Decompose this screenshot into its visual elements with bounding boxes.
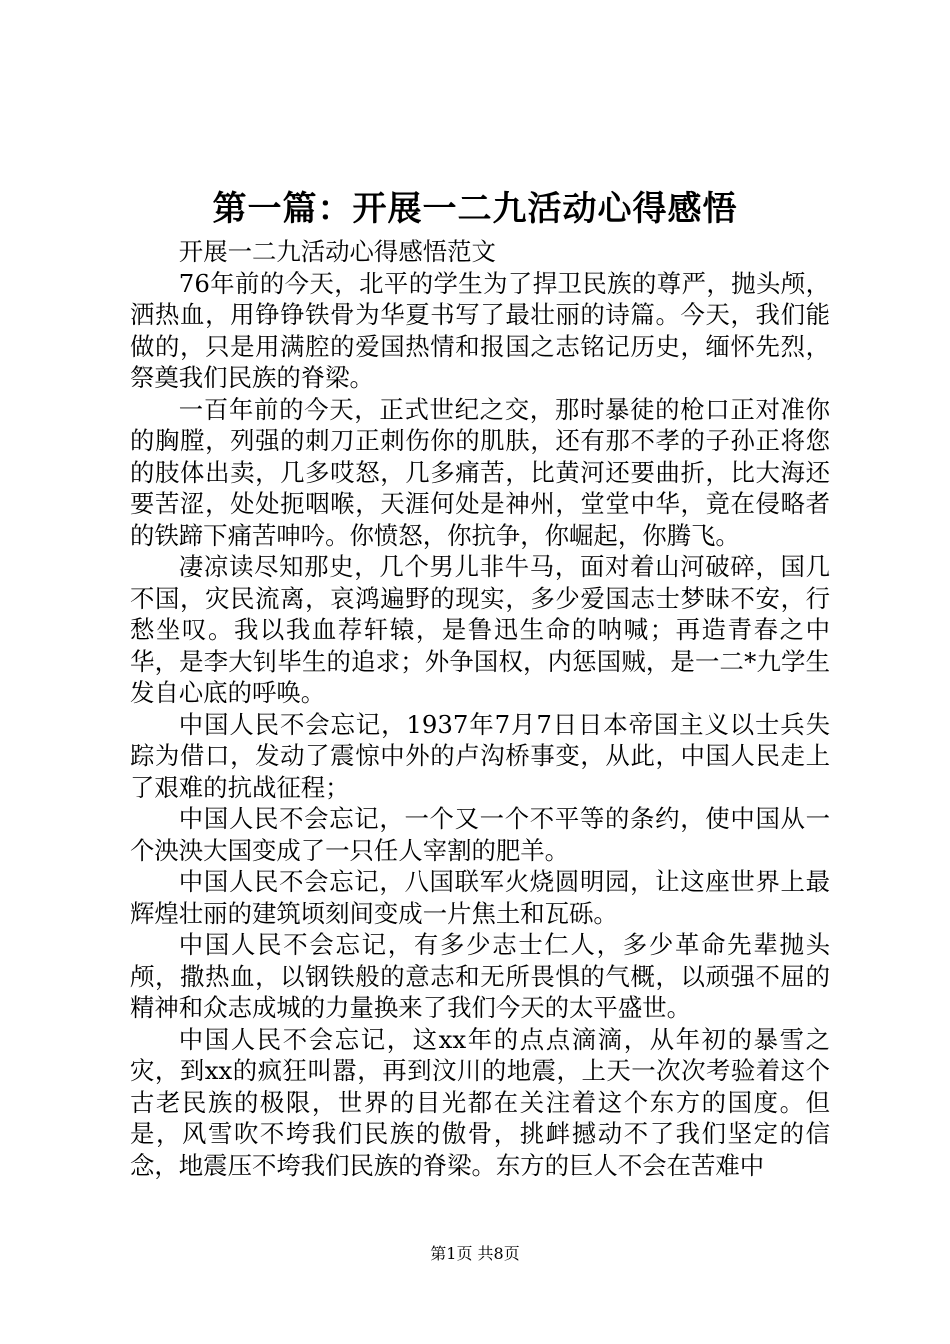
paragraph: 中国人民不会忘记，八国联军火烧圆明园，让这座世界上最辉煌壮丽的建筑顷刻间变成一片焦土和瓦砾。 — [130, 867, 830, 928]
paragraph: 中国人民不会忘记，这xx年的点点滴滴，从年初的暴雪之灾，到xx的疯狂叫嚣，再到汶川的地震，上天一次次考验着这个古老民族的极限，世界的目光都在关注着这个东方的国度。但是，风雪吹不垮我们民族的傲骨，挑衅撼动不了我们坚定的信念，地震压不垮我们民族的脊梁。东方的巨人不会在苦难中 — [130, 1024, 830, 1180]
paragraph: 一百年前的今天，正式世纪之交，那时暴徒的枪口正对准你的胸膛，列强的刺刀正刺伤你的肌肤，还有那不孝的子孙正将您的肢体出卖，几多哎怒，几多痛苦，比黄河还要曲折，比大海还要苦涩，处处扼咽喉，天涯何处是神州，堂堂中华，竟在侵略者的铁蹄下痛苦呻吟。你愤怒，你抗争，你崛起，你腾飞。 — [130, 394, 830, 550]
paragraph: 中国人民不会忘记，1937年7月7日日本帝国主义以士兵失踪为借口，发动了震惊中外的卢沟桥事变，从此，中国人民走上了艰难的抗战征程； — [130, 709, 830, 802]
paragraph: 中国人民不会忘记，有多少志士仁人，多少革命先辈抛头颅，撒热血，以钢铁般的意志和无所畏惧的气概，以顽强不屈的精神和众志成城的力量换来了我们今天的太平盛世。 — [130, 930, 830, 1022]
paragraph-subtitle: 开展一二九活动心得感悟范文 — [178, 237, 496, 266]
paragraph: 凄凉读尽知那史，几个男儿非牛马，面对着山河破碎，国几不国，灾民流离，哀鸿遍野的现实，多少爱国志士梦昧不安，行愁坐叹。我以我血荐轩辕，是鲁迅生命的呐喊；再造青春之中华，是李大钊毕生的追求；外争国权，内惩国贼，是一二*九学生发自心底的呼唤。 — [130, 552, 830, 707]
page-footer: 第1页 共8页 — [430, 1244, 520, 1263]
paragraph: 76年前的今天，北平的学生为了捍卫民族的尊严，抛头颅，洒热血，用铮铮铁骨为华夏书写了最壮丽的诗篇。今天，我们能做的，只是用满腔的爱国热情和报国之志铭记历史，缅怀先烈，祭奠我们民族的脊梁。 — [130, 268, 830, 392]
document-title: 第一篇：开展一二九活动心得感悟 — [212, 189, 738, 229]
document-body — [130, 236, 830, 1181]
paragraph: 中国人民不会忘记，一个又一个不平等的条约，使中国从一个泱泱大国变成了一只任人宰割的肥羊。 — [130, 804, 830, 865]
